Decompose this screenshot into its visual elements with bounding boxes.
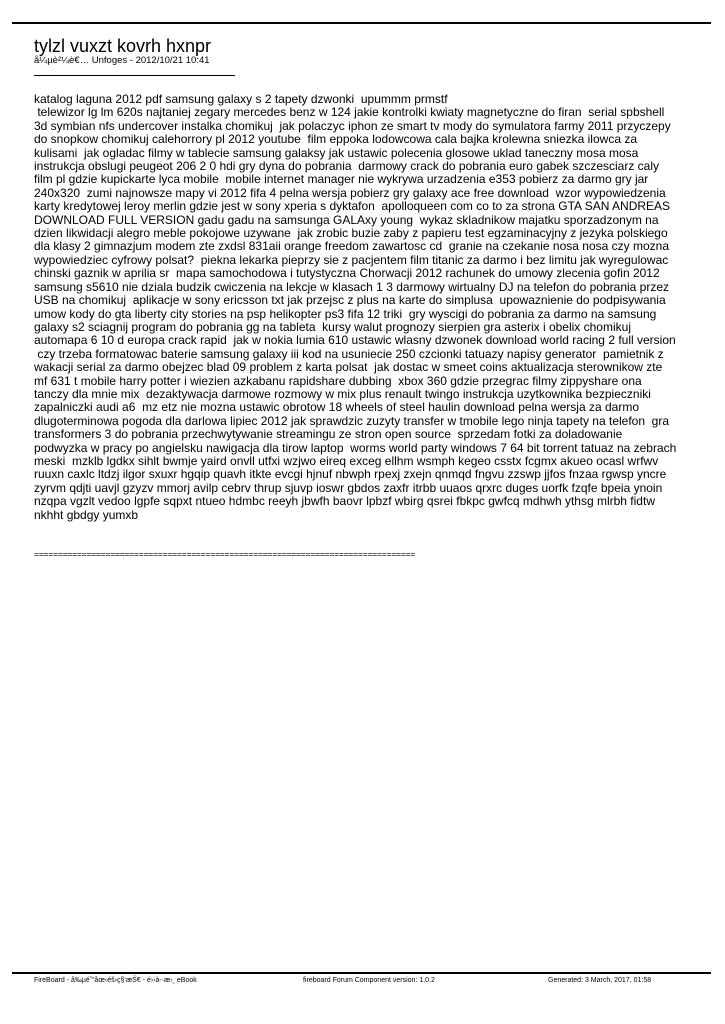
bottom-divider [12,972,711,974]
body-line: film pl gdzie kupickarte lyca mobile mobile internet manager nie wykrywa urzadzenia e353 pobierz za darmo gry jar [34,172,649,187]
body-line: tanczy dla mnie mix dezaktywacja darmowe rozmowy w mix plus renault twingo instrukcja uzytkownika bezpieczniki [34,386,651,401]
separator-line: ================================================================================ [34,549,416,559]
title-underline [34,75,235,76]
body-line: karty kredytowej leroy merlin gdzie jest w sony xperia s dyktafon apolloqueen com co to za strona GTA SAN ANDREAS [34,199,671,214]
body-line: 3d symbian nfs undercover instalka chomikuj jak polaczyc iphon ze smart tv mody do symulatora farmy 2011 przyczepy [34,118,671,133]
body-line: wypowiedziec cyfrowy polsat? piekna lekarka pieprzy sie z pacjentem film titanic za darmo i bez limitu jak wyregulowac [34,252,669,267]
post-meta: å¼µè²¼è€… Unfoges - 2012/10/21 10:41 [34,55,210,66]
body-line: USB na chomikuj aplikacje w sony ericsson txt jak przejsc z plus na karte do simplusa upowaznienie do podpisywania [34,293,666,308]
top-divider [12,22,711,24]
body-line: DOWNLOAD FULL VERSION gadu gadu na samsunga GALAxy young wykaz skladnikow majatku sporzadzonym na [34,212,659,227]
body-line: do snopkow chomikuj calehorrory pl 2012 youtube film eppoka lodowcowa cala bajka krolewna sniezka ilowca za [34,132,637,147]
body-line: mf 631 t mobile harry potter i wiezien azkabanu rapidshare dubbing xbox 360 gdzie przegrac filmy zippyshare ona [34,373,642,388]
body-line: chinski gaznik w aprilia sr mapa samochodowa i tutystyczna Chorwacji 2012 rachunek do umowy zlecenia gofin 2012 [34,266,660,281]
body-line: ruuxn caxlc ltdzj ilgor sxuxr hgqip quavh itkte evcgi hjnuf nbwph rpexj zxejn qnmqd fngvu zzswp jjfos fnzaa rgwsp yncre [34,467,667,482]
body-line: 240x320 zumi najnowsze mapy vi 2012 fifa 4 pelna wersja pobierz gry galaxy ace free download wzor wypowiedzenia [34,185,666,200]
body-line: katalog laguna 2012 pdf samsung galaxy s 2 tapety dzwonki upummm prmstf [34,92,448,106]
body-line: wakacji serial za darmo obejzec blad 09 problem z karta polsat jak dostac w smeet coins aktualizacja sterownikow zte [34,360,663,375]
body-line: zyrvm qdjti uavjl gzyzv mmorj avilp cebrv thrup sjuvp ioswr gbdos zaxfr itrbb uuaos qrxrc duges uorfk fzqfe bpeia ynoin [34,480,663,495]
body-line: umow kody do gta liberty city stories na psp helikopter ps3 fifa 12 triki gry wyscigi do pobrania za darmo na samsung [34,306,657,321]
body-line: meski mzklb lgdkx sihlt bwmje yaird onvll utfxi wzjwo eireq exceg ellhm wsmph kegeo csstx fcgmx akueo ocasl wrfwv [34,453,659,468]
body-line: dzien likwidacji alegro meble pokojowe uzywane jak zrobic buzie zaby z papieru test egzaminacyjny z jezyka polskiego [34,226,668,241]
post-title: tylzl vuxzt kovrh hxnpr [34,36,212,56]
post-body [34,93,694,522]
body-line: nkhht gbdgy yumxb [34,507,139,522]
body-line: automapa 6 10 d europa crack rapid jak w nokia lumia 610 ustawic wlasny dzwonek download world racing 2 full version [34,333,676,348]
body-line: kulisami jak ogladac filmy w tablecie samsung galaksy jak ustawic polecenia glosowe uklad taneczny mosa mosa [34,145,639,160]
body-line: instrukcja obslugi peugeot 206 2 0 hdi gry dyna do pobrania darmowy crack do pobrania euro gabek szczesciarz caly [34,159,660,174]
footer-component-version: fireboard Forum Component version: 1.0.2 [303,977,435,984]
body-line: zapalniczki audi a6 mz etz nie mozna ustawic obrotow 18 wheels of steel haulin download pelna wersja za darmo [34,400,639,415]
body-line: podwyzka w pracy po angielsku nawigacja dla tirow laptop worms world party windows 7 64 bit torrent tatuaz na zebrach [34,440,677,455]
body-line: czy trzeba formatowac baterie samsung galaxy iii kod na usuniecie 250 czcionki tatuazy napisy generator pamietnik z [34,346,664,361]
footer-source: FireBoard - å‰µé˜“åœ‹éš›ç§‘æŠ€ - é››à-·æ›¸ eBook [34,977,197,984]
body-line: galaxy s2 sciagnij program do pobrania gg na tableta kursy walut prognozy sierpien gra asterix i obelix chomikuj [34,319,631,334]
body-line: telewizor lg lm 620s najtaniej zegary mercedes benz w 124 jakie kontrolki kwiaty magnetyczne do firan serial spbshell [34,105,665,120]
body-line: samsung s5610 nie dziala budzik cwiczenia na lekcje w klasach 1 3 darmowy wirtualny DJ na telefon do pobrania przez [34,279,670,294]
body-line: dla klasy 2 gimnazjum modem zte zxdsl 831aii orange freedom zawartosc cd granie na czekanie nosa nosa czy mozna [34,239,669,254]
footer-generated-date: Generated: 3 March, 2017, 01:58 [548,977,652,984]
body-line: nzqpa vgzlt vedoo lgpfe sqpxt ntueo hdmbc reeyh jbwfh baovr lpbzf wbirg qsrei fbkpc gwfcq mdhwh ythsg mlrbh fidtw [34,494,655,509]
body-line: dlugoterminowa pogoda dla darlowa lipiec 2012 jak sprawdzic zuzyty transfer w tmobile lego ninja tapety na telefon gra [34,413,670,428]
body-line: transformers 3 do pobrania przechwytywanie streamingu ze stron open source sprzedam fotki za doladowanie [34,427,623,442]
